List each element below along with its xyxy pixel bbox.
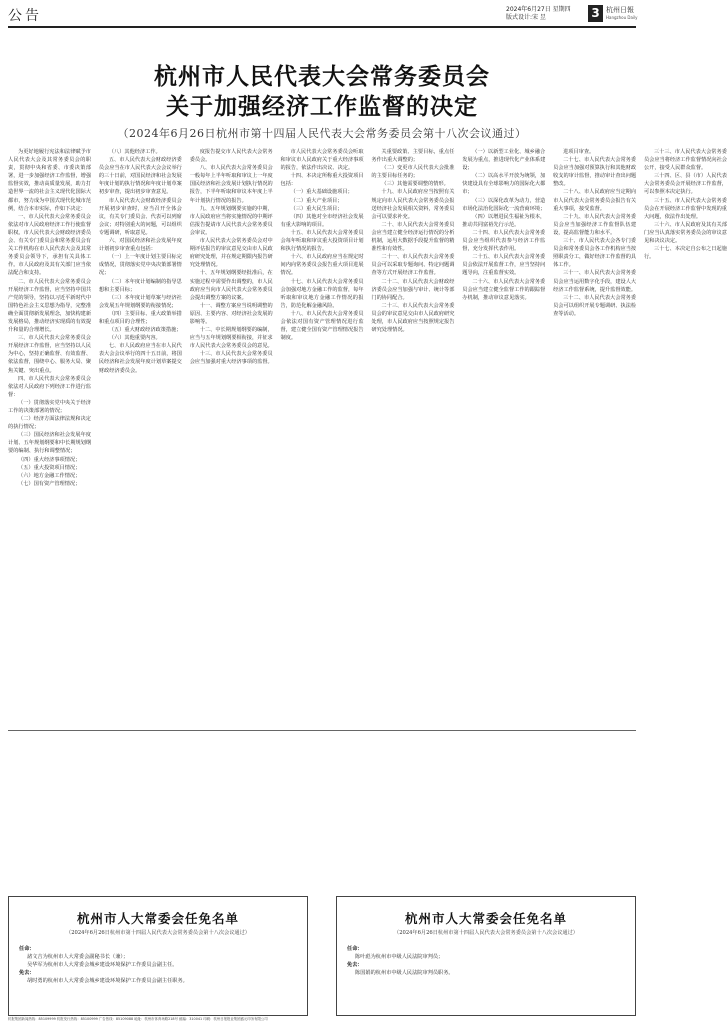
section-label: 公告 <box>8 8 42 24</box>
article-paragraph: 进项目审查。 <box>563 149 595 155</box>
article-paragraph: 八、市人民代表大会常务委员会一般每年上半年听取和审议上一年度国民经济和社会发展计划执行情况的报告，下半年听取和审议本年度上半年计划执行情况的报告。 <box>189 165 273 204</box>
appointment-title: 杭州市人大常委会任免名单 <box>76 911 239 926</box>
article-paragraph: 二十三、市人民代表大会常务委员会的审议意见交由市人民政府研究处理，市人民政府应当按照规定报告研究处理情况。 <box>371 302 455 334</box>
article-paragraph: 二十八、市人民政府应当定期向市人民代表大会常务委员会报告有关重大事项，接受监督。 <box>553 189 637 212</box>
body-divider <box>8 730 636 731</box>
remove-item: 胡时勇的杭州市人大常委会城乡建设环境保护工作委员会副主任职务。 <box>27 978 188 984</box>
article-paragraph: 三十四、区、县（市）人民代表大会常务委员会开展经济工作监督，可以参照本决定执行。 <box>643 173 727 196</box>
article-paragraph: （四）其他对全市经济社会发展有重大影响的项目。 <box>280 213 364 228</box>
appointment-box-left <box>8 896 308 1016</box>
document-subtitle: （2024年6月26日杭州市第十四届人民代表大会常务委员会第十八次会议通过） <box>117 127 527 140</box>
article-paragraph: （三）国民经济和社会发展年度计划、五年规划纲要和中长期规划纲要的编制、执行和调整情况； <box>8 432 92 455</box>
appointment-list <box>19 945 297 985</box>
appoint-item: 吴华军为杭州市人大常委会城乡建设环境保护工作委员会副主任。 <box>27 962 178 968</box>
article-paragraph: 九、五年规划纲要实施的中期，市人民政府应当将实施情况的中期评估报告提请市人民代表大会常务委员会审议。 <box>189 205 273 236</box>
article-paragraph: 十三、市人民代表大会常务委员会应当加强对重大经济事项的监督。 <box>189 351 273 366</box>
page-footer: 杭报集团新闻热线：85109999 杭报发行热线：85100999 广告热线：85109088 地址：杭州市体育场路218号 邮编：310041 印刷：杭州日报报业集团盛元印务有限公司 <box>8 1017 268 1021</box>
article-paragraph: （五）重大投资项目情况； <box>18 464 81 471</box>
article-paragraph: 十五、市人民代表大会常务委员会每年听取和审议重大投资项目计划和执行情况的报告。 <box>280 229 364 253</box>
page-number: 3 <box>588 5 603 22</box>
article-paragraph: （六）地方金融工作情况； <box>18 472 81 479</box>
article-paragraph: （六）其他重要内容。 <box>108 335 161 342</box>
article-paragraph: 二十一、市人民代表大会常务委员会可以采取专题询问、特定问题调查等方式开展经济工作监督。 <box>371 254 455 277</box>
article-column <box>371 148 454 728</box>
article-paragraph: 二十九、市人民代表大会常务委员会应当加强经济工作监督队伍建设，提高监督能力和水平。 <box>553 213 637 236</box>
appoint-item: 諸文吉为杭州市人大常委会副秘书长（兼）； <box>27 954 129 960</box>
article-paragraph: 四、市人民代表大会常务委员会依法对人民政府下列经济工作进行监督： <box>8 375 92 398</box>
remove-item: 陈国娟的杭州市中级人民法院审判员职务。 <box>355 970 454 976</box>
article-paragraph: 一、市人民代表大会常务委员会依法对市人民政府经济工作行使监督职权。市人民代表大会财政经济委员会、有关专门委员会和常务委员会有关工作机构在市人民代表大会及其常务委员会领导下，承担有关具体工作。市人民政府及其有关部门应当依法配合和支持。 <box>8 213 92 277</box>
header-divider <box>8 26 636 28</box>
appointment-title: 杭州市人大常委会任免名单 <box>404 911 567 926</box>
article-paragraph: （二）变更市人民代表大会批准的主要目标任务的； <box>371 165 455 180</box>
newspaper-logo: 杭州日報 <box>606 6 634 14</box>
article-paragraph: 三十二、市人民代表大会常务委员会可以组织开展专题调研、执法检查等活动。 <box>553 294 637 317</box>
article-paragraph: （一）重大基础设施项目； <box>290 189 353 196</box>
article-paragraph: （八）其他经济工作。 <box>108 149 161 155</box>
article-paragraph: 五、市人民代表大会财政经济委员会应当在市人民代表大会会议举行的三十日前，对国民经济和社会发展年度计划的执行情况和年度计划草案初步审查，提出初步审查意见。 <box>98 157 182 196</box>
article-paragraph: （三）其他需要调整的情形。 <box>381 181 449 188</box>
article-paragraph: 二十四、市人民代表大会常务委员会应当组织代表参与经济工作监督，充分发挥代表作用。 <box>462 229 546 253</box>
article-paragraph: 六、对国民经济和社会发展年度计划初步审查重点包括： <box>98 238 182 253</box>
page-header <box>8 4 636 26</box>
appointment-subtitle: （2024年6月26日杭州市第十四届人民代表大会常务委员会第十八次会议通过） <box>394 930 578 936</box>
article-paragraph: 二十七、市人民代表大会常务委员会应当加强对预算执行和其他财政收支的审计监督，推动审计查出问题整改。 <box>553 157 637 188</box>
article-paragraph: 为更好地履行宪法和法律赋予市人民代表大会及其常务委员会的职责，贯彻中央和省委、市委决策部署，进一步加强经济工作监督，增强监督实效，推动高质量发展，助力打造世界一流的社会主义现代化国际大都市，努力成为中国式现代化城市范例，结合本市实际，作如下决定： <box>8 149 92 212</box>
article-paragraph: 十九、市人民政府应当按照有关规定向市人民代表大会常务委员会报送经济社会发展相关资料，常务委员会可以要求补充。 <box>371 189 455 220</box>
article-paragraph: 三十一、市人民代表大会常务委员会应当运用数字化手段，建设人大经济工作监督系统，提升监督效能。 <box>553 270 637 293</box>
article-paragraph: 二十、市人民代表大会常务委员会应当建立健全经济运行情况的分析机制，运用大数据手段提升监督的精准性和有效性。 <box>371 221 455 253</box>
remove-label: 免去： <box>19 970 35 976</box>
article-paragraph: 关重要政策、主要目标，重点任务作出重大调整的； <box>371 149 455 164</box>
remove-label: 免去： <box>347 962 363 968</box>
article-paragraph: （三）本年度计划草案与经济社会发展五年规划纲要的衔接情况； <box>98 294 182 309</box>
article-paragraph: （三）重大民生项目； <box>290 205 343 212</box>
article-paragraph: （四）以增进民生福祉为根本，推动共同富裕先行示范。 <box>462 213 546 228</box>
appointment-box-right <box>336 896 636 1016</box>
article-paragraph: （四）重大经济事项情况； <box>18 456 81 463</box>
appoint-label: 任命： <box>19 946 35 952</box>
article-paragraph: （一）上一年度计划主要目标完成情况，贯彻落实党中央决策部署情况； <box>98 254 182 277</box>
article-paragraph: （二）经济方面法律法规和决定的执行情况； <box>8 416 91 431</box>
article-paragraph: 十二、中长期规划纲要的编制，应当与五年规划纲要相衔接，并征求市人民代表大会常务委员会的意见。 <box>189 327 273 350</box>
editor-credit: 版式设计:宋 昱 <box>506 14 546 21</box>
article-paragraph: 二十六、市人民代表大会常务委员会应当建立健全监督工作的跟踪督办机制，推动审议意见落实。 <box>462 278 546 301</box>
article-column <box>8 148 91 728</box>
article-column <box>281 148 364 728</box>
article-paragraph: 市人民代表大会常务委员会听取和审议市人民政府关于重大经济事项的报告，依法作出决议、决定。 <box>280 149 364 172</box>
article-paragraph: 市人民代表大会常务委员会对中期评估报告的审议意见交由市人民政府研究处理，并在规定期限内报告研究处理情况。 <box>189 238 273 269</box>
article-paragraph: 三十六、市人民政府及其有关部门应当认真落实常务委员会的审议意见和决议决定。 <box>643 221 727 245</box>
article-paragraph: 二十二、市人民代表大会财政经济委员会应当加强与审计、统计等部门的协同配合。 <box>371 278 455 301</box>
document-title-line-1: 杭州市人民代表大会常务委员会 <box>154 64 490 90</box>
article-paragraph: （一）贯彻落实党中央关于经济工作的决策部署的情况； <box>8 399 91 414</box>
article-paragraph: （七）国有资产管理情况； <box>18 480 81 487</box>
document-title-line-2: 关于加强经济工作监督的决定 <box>166 94 478 120</box>
appoint-item: 陈叶彪为杭州市中级人民法院审判员； <box>355 954 444 960</box>
article-paragraph: 二十五、市人民代表大会常务委员会依法开展监督工作，应当坚持问题导向，注重监督实效。 <box>462 254 546 277</box>
article-paragraph: （四）主要目标、重大政策举措和重点项目的合理性； <box>98 310 182 325</box>
article-paragraph: 十一、调整方案应当说明调整的原因、主要内容、对经济社会发展的影响等。 <box>189 302 273 325</box>
article-paragraph: 三十五、市人民代表大会常务委员会在开展经济工作监督中发现的重大问题，依法作出处理。 <box>643 197 727 220</box>
article-paragraph: （二）本年度计划编制的指导思想和主要目标； <box>98 278 182 293</box>
article-paragraph: 三十、市人民代表大会各专门委员会和常务委员会各工作机构应当按照职责分工，做好经济工作监督的具体工作。 <box>553 238 637 269</box>
appointment-subtitle: （2024年6月26日杭州市第十四届人民代表大会常务委员会第十八次会议通过） <box>66 930 250 936</box>
article-paragraph: 十六、市人民政府应当在规定时间内向常务委员会报告重大项目进展情况。 <box>280 254 364 277</box>
article-paragraph: （二）以高水平开放为统领，加快建设具有全球影响力的国际化大都市； <box>462 173 546 196</box>
article-column <box>462 148 545 728</box>
appointment-list <box>347 945 625 977</box>
article-paragraph: 十八、市人民代表大会常务委员会依法对国有资产管理情况进行监督，建立健全国有资产管理情况报告制度。 <box>280 310 364 342</box>
newspaper-logo-subtitle: Hangzhou Daily <box>606 15 638 20</box>
appoint-label: 任命： <box>347 946 363 952</box>
article-column <box>190 148 273 728</box>
article-paragraph: 七、市人民政府应当在市人民代表大会会议举行的四十五日前，将国民经济和社会发展年度计划草案提交财政经济委员会。 <box>98 343 182 374</box>
article-paragraph: 二、市人民代表大会常务委员会开展经济工作监督，应当坚持中国共产党的领导，坚持以习近平新时代中国特色社会主义思想为指导，完整准确全面贯彻新发展理念，加快构建新发展格局，推动经济实现质的有效提升和量的合理增长。 <box>8 278 92 334</box>
date-editor-info <box>506 6 571 22</box>
article-paragraph: 十四、本决定所称重大投资项目包括： <box>280 173 364 188</box>
article-paragraph: 度报告提交市人民代表大会常务委员会。 <box>189 149 273 164</box>
article-paragraph: 三、市人民代表大会常务委员会开展经济工作监督，应当坚持以人民为中心，坚持正确监督、有效监督、依法监督，围绕中心、服务大局、聚焦关键、突出重点。 <box>8 335 92 374</box>
article-paragraph: 市人民代表大会财政经济委员会开展初步审查时，应当召开全体会议，有关专门委员会、代表可以列席会议；对特别重大的问题，可以组织专题调研，听取意见。 <box>98 197 182 236</box>
article-column <box>553 148 636 728</box>
article-paragraph: 三十七、本决定自公布之日起施行。 <box>643 246 727 261</box>
article-column <box>99 148 182 728</box>
article-column <box>644 148 727 728</box>
article-paragraph: （三）以深化改革为动力，营造市场化法治化国际化一流营商环境； <box>462 197 546 212</box>
article-paragraph: 十七、市人民代表大会常务委员会加强对地方金融工作的监督，每年听取和审议地方金融工作情况的报告，防范化解金融风险。 <box>280 278 364 309</box>
article-body <box>8 148 727 728</box>
article-paragraph: 十、五年规划纲要经批准后，在实施过程中需要作出调整的，市人民政府应当向市人民代表大会常务委员会提出调整方案的议案。 <box>189 270 273 301</box>
issue-date: 2024年6月27日 星期四 <box>506 6 571 13</box>
article-paragraph: 三十三、市人民代表大会常务委员会应当将经济工作监督情况向社会公开，接受人民群众监督。 <box>643 149 727 172</box>
article-paragraph: （二）重大产业项目； <box>290 197 343 204</box>
article-paragraph: （一）以新型工业化、城乡融合发展为重点，推进现代化产业体系建设； <box>462 149 546 172</box>
article-paragraph: （五）重大财政经济政策措施； <box>108 327 182 334</box>
